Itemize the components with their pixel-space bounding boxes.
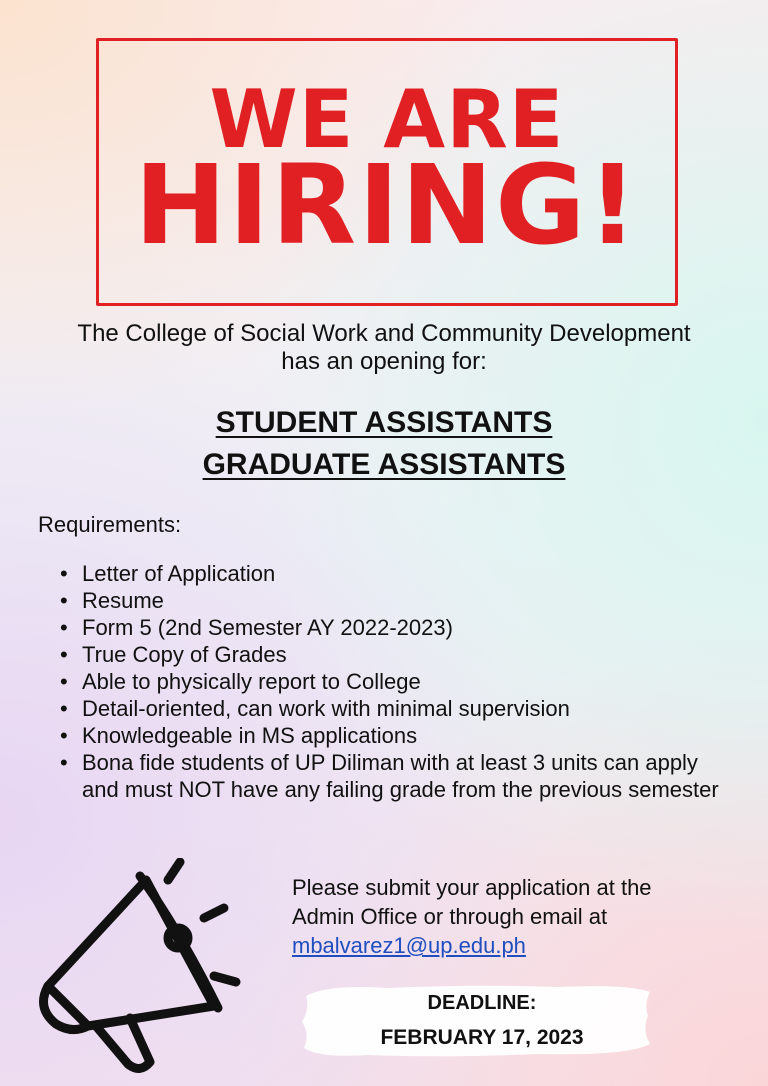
intro-line-1: The College of Social Work and Community Development <box>77 320 691 347</box>
deadline-label: DEADLINE: <box>427 992 537 1014</box>
requirement-item: • Detail-oriented, can work with minimal supervision <box>60 695 740 722</box>
megaphone-icon <box>28 858 268 1078</box>
headline-hiring: HIRING! <box>134 141 640 269</box>
position-student-assistants: STUDENT ASSISTANTS <box>215 406 553 439</box>
headline-we-are: WE ARE <box>209 73 565 166</box>
position-graduate-assistants: GRADUATE ASSISTANTS <box>202 448 566 481</box>
requirement-item: • Letter of Application <box>60 560 740 587</box>
requirement-item: • Form 5 (2nd Semester AY 2022-2023) <box>60 614 740 641</box>
requirement-item: • True Copy of Grades <box>60 641 740 668</box>
requirement-item: • Resume <box>60 587 740 614</box>
requirement-item: • Able to physically report to College <box>60 668 740 695</box>
submission-instructions <box>292 873 752 960</box>
requirement-item: • Knowledgeable in MS applications <box>60 722 740 749</box>
email-link[interactable]: mbalvarez1@up.edu.ph <box>292 933 526 958</box>
requirements-list <box>60 560 740 803</box>
submission-line-2: Admin Office or through email at <box>292 904 608 929</box>
intro-line-2: has an opening for: <box>281 348 487 375</box>
submission-line-1: Please submit your application at the <box>292 875 652 900</box>
requirement-item: • Bona fide students of UP Diliman with at least 3 units can apply and must NOT have any failing grade from the previous semester <box>60 749 740 803</box>
deadline-date: FEBRUARY 17, 2023 <box>380 1026 584 1049</box>
requirements-label: Requirements: <box>38 512 182 537</box>
